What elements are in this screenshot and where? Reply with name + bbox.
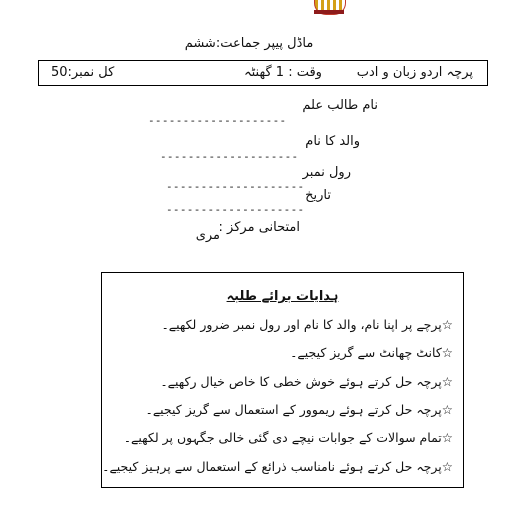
student-name-label: نام طالب علم [302, 98, 378, 113]
exam-time: وقت : 1 گھنٹہ [244, 65, 322, 80]
student-name-blank[interactable]: -------------------- [148, 114, 287, 127]
roll-number-blank[interactable]: -------------------- [166, 180, 305, 193]
instructions-title: ہدایات برائے طلبہ [226, 289, 339, 304]
star-icon: ☆ [441, 402, 453, 417]
exam-center-value: مری [195, 228, 220, 243]
father-name-blank[interactable]: -------------------- [160, 150, 299, 163]
subject-title: پرچہ اردو زبان و ادب [356, 65, 473, 80]
instructions-box [101, 272, 464, 488]
star-icon: ☆ [441, 459, 453, 474]
paper-title: ماڈل پیپر جماعت:ششم [184, 36, 314, 51]
instruction-item: ☆پرچہ حل کرتے ہوئے ریموور کے استعمال سے گریز کیجیے۔ [145, 402, 453, 417]
instruction-item: ☆پرچہ حل کرتے ہوئے نامناسب ذرائع کے استعمال سے پرہیز کیجیے۔ [102, 459, 453, 474]
star-icon: ☆ [441, 345, 453, 360]
instruction-item: ☆پرچے پر اپنا نام، والد کا نام اور رول نمبر ضرور لکھیے۔ [161, 317, 453, 332]
instruction-item: ☆پرچہ حل کرتے ہوئے خوش خطی کا خاص خیال رکھیے۔ [160, 374, 453, 389]
exam-center-label: امتحانی مرکز : [218, 220, 300, 235]
father-name-label: والد کا نام [305, 134, 360, 149]
roll-number-label: رول نمبر [302, 165, 351, 180]
star-icon: ☆ [441, 374, 453, 389]
instruction-item: ☆کانٹ چھانٹ سے گریز کیجیے۔ [290, 345, 453, 360]
top-cropped-header [184, 0, 280, 5]
instruction-item: ☆تمام سوالات کے جوابات نیچے دی گئی خالی جگہوں پر لکھیے۔ [123, 430, 453, 445]
total-marks: کل نمبر:50 [51, 65, 115, 80]
school-crest-band [314, 10, 344, 14]
paper-info-bar [38, 60, 488, 86]
date-label: تاریخ [305, 188, 331, 203]
star-icon: ☆ [441, 317, 453, 332]
star-icon: ☆ [441, 430, 453, 445]
date-blank[interactable]: -------------------- [166, 203, 305, 216]
